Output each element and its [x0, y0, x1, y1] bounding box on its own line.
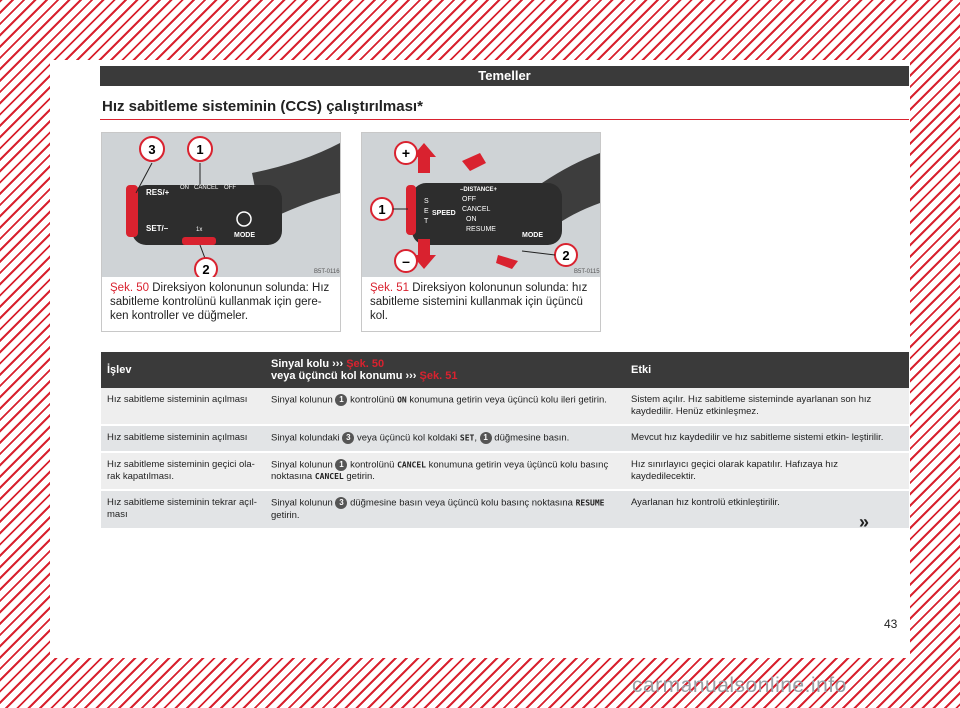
image-code: B5T-0115: [574, 269, 600, 275]
svg-text:RESUME: RESUME: [466, 226, 496, 233]
header-lever: Sinyal kolu ››› Şek. 50 veya üçüncü kol konumu ››› Şek. 51: [265, 352, 625, 388]
cell-effect: Hız sınırlayıcı geçici olarak kapatılır. Hafızaya hız kaydedilecektir.: [625, 452, 909, 491]
watermark: carmanualsonline.info: [632, 674, 847, 697]
figure-ref-51[interactable]: Şek. 51: [419, 370, 458, 382]
cell-lever: Sinyal kolundaki 3 veya üçüncü kol koldaki SET, 1 düğmesine basın.: [265, 425, 625, 452]
table-header-row: [101, 352, 909, 388]
figure-caption-text: Direksiyon kolonunun solunda: hız sabitleme sistemini kullanmak için üçüncü kol.: [370, 282, 588, 322]
cell-effect: Sistem açılır. Hız sabitleme sisteminde ayarlanan son hız kaydedilir. Henüz etkinleşmez.: [625, 388, 909, 425]
cell-function: Hız sabitleme sisteminin tekrar açıl- ması: [101, 490, 265, 529]
figure-label: Şek. 50: [110, 282, 149, 294]
svg-text:CANCEL: CANCEL: [194, 185, 219, 191]
stalk-controls-illustration: [102, 133, 340, 277]
figure-caption: [362, 277, 600, 327]
figure-caption: [102, 277, 340, 327]
table-row: [101, 490, 909, 529]
callout-1: 1: [196, 142, 204, 157]
cell-effect: Ayarlanan hız kontrolü etkinleştirilir.: [625, 490, 909, 529]
callout-badge: 1: [335, 459, 347, 471]
svg-text:MODE: MODE: [234, 232, 255, 239]
svg-text:MODE: MODE: [522, 232, 543, 239]
callout-plus: +: [401, 145, 411, 161]
svg-text:T: T: [424, 218, 429, 225]
cell-function: Hız sabitleme sisteminin geçici ola- rak kapatılması.: [101, 452, 265, 491]
page-number: 43: [884, 617, 898, 631]
callout-badge: 1: [480, 432, 492, 444]
control-mark: CANCEL: [314, 472, 344, 482]
third-lever-illustration: [362, 133, 600, 277]
svg-text:SPEED: SPEED: [432, 210, 456, 217]
svg-text:OFF: OFF: [224, 185, 236, 191]
control-mark: CANCEL: [397, 460, 426, 470]
svg-text:CANCEL: CANCEL: [462, 206, 491, 213]
cell-effect: Mevcut hız kaydedilir ve hız sabitleme sistemi etkin- leştirilir.: [625, 425, 909, 452]
ccs-operation-table: [101, 352, 909, 530]
cell-lever: Sinyal kolunun 3 düğmesine basın veya üçüncü kolu basınç noktasına RESUME getirin.: [265, 490, 625, 529]
svg-text:OFF: OFF: [462, 196, 476, 203]
svg-text:SET/–: SET/–: [146, 224, 169, 233]
cell-function: Hız sabitleme sisteminin açılması: [101, 388, 265, 425]
callout-minus: –: [402, 253, 410, 269]
cell-lever: Sinyal kolunun 1 kontrolünü ON konumuna getirin veya üçüncü kolu ileri getirin.: [265, 388, 625, 425]
table-row: [101, 452, 909, 491]
cell-function: Hız sabitleme sisteminin açılması: [101, 425, 265, 452]
callout-badge: 3: [335, 497, 347, 509]
table-row: [101, 388, 909, 425]
control-mark: RESUME: [575, 498, 605, 508]
cell-lever: Sinyal kolunun 1 kontrolünü CANCEL konumuna getirin veya üçüncü kolu basınç noktasına CANCEL getirin.: [265, 452, 625, 491]
header-function: İşlev: [101, 352, 265, 388]
callout-badge: 1: [335, 394, 347, 406]
control-mark: ON: [397, 395, 407, 405]
figure-label: Şek. 51: [370, 282, 409, 294]
figure-caption-text: Direksiyon kolonunun solunda: Hız sabitleme kontrolünü kullanmak için gere- ken kontroller ve düğmeler.: [110, 282, 330, 322]
figure-ref-50[interactable]: Şek. 50: [346, 358, 385, 370]
callout-2: 2: [562, 248, 570, 263]
callout-1: 1: [378, 202, 386, 217]
table-row: [101, 425, 909, 452]
continuation-marker: »: [859, 512, 870, 532]
control-mark: SET: [459, 433, 475, 443]
svg-text:ON: ON: [466, 216, 477, 223]
figure-51: [361, 132, 601, 332]
svg-text:1x: 1x: [196, 227, 203, 233]
callout-2: 2: [202, 262, 210, 277]
svg-text:S: S: [424, 198, 429, 205]
callout-3: 3: [148, 142, 156, 157]
header-effect: Etki: [625, 352, 909, 388]
svg-text:ON: ON: [180, 185, 189, 191]
page: [50, 60, 910, 658]
image-code: B5T-0116: [314, 269, 340, 275]
figure-50: [101, 132, 341, 332]
section-title: Hız sabitleme sisteminin (CCS) çalıştırılması*: [102, 98, 423, 115]
svg-text:RES/+: RES/+: [146, 188, 170, 197]
svg-text:–DISTANCE+: –DISTANCE+: [460, 187, 498, 193]
title-divider: [100, 119, 909, 120]
chapter-header: Temeller: [100, 66, 909, 86]
callout-badge: 3: [342, 432, 354, 444]
svg-text:E: E: [424, 208, 429, 215]
